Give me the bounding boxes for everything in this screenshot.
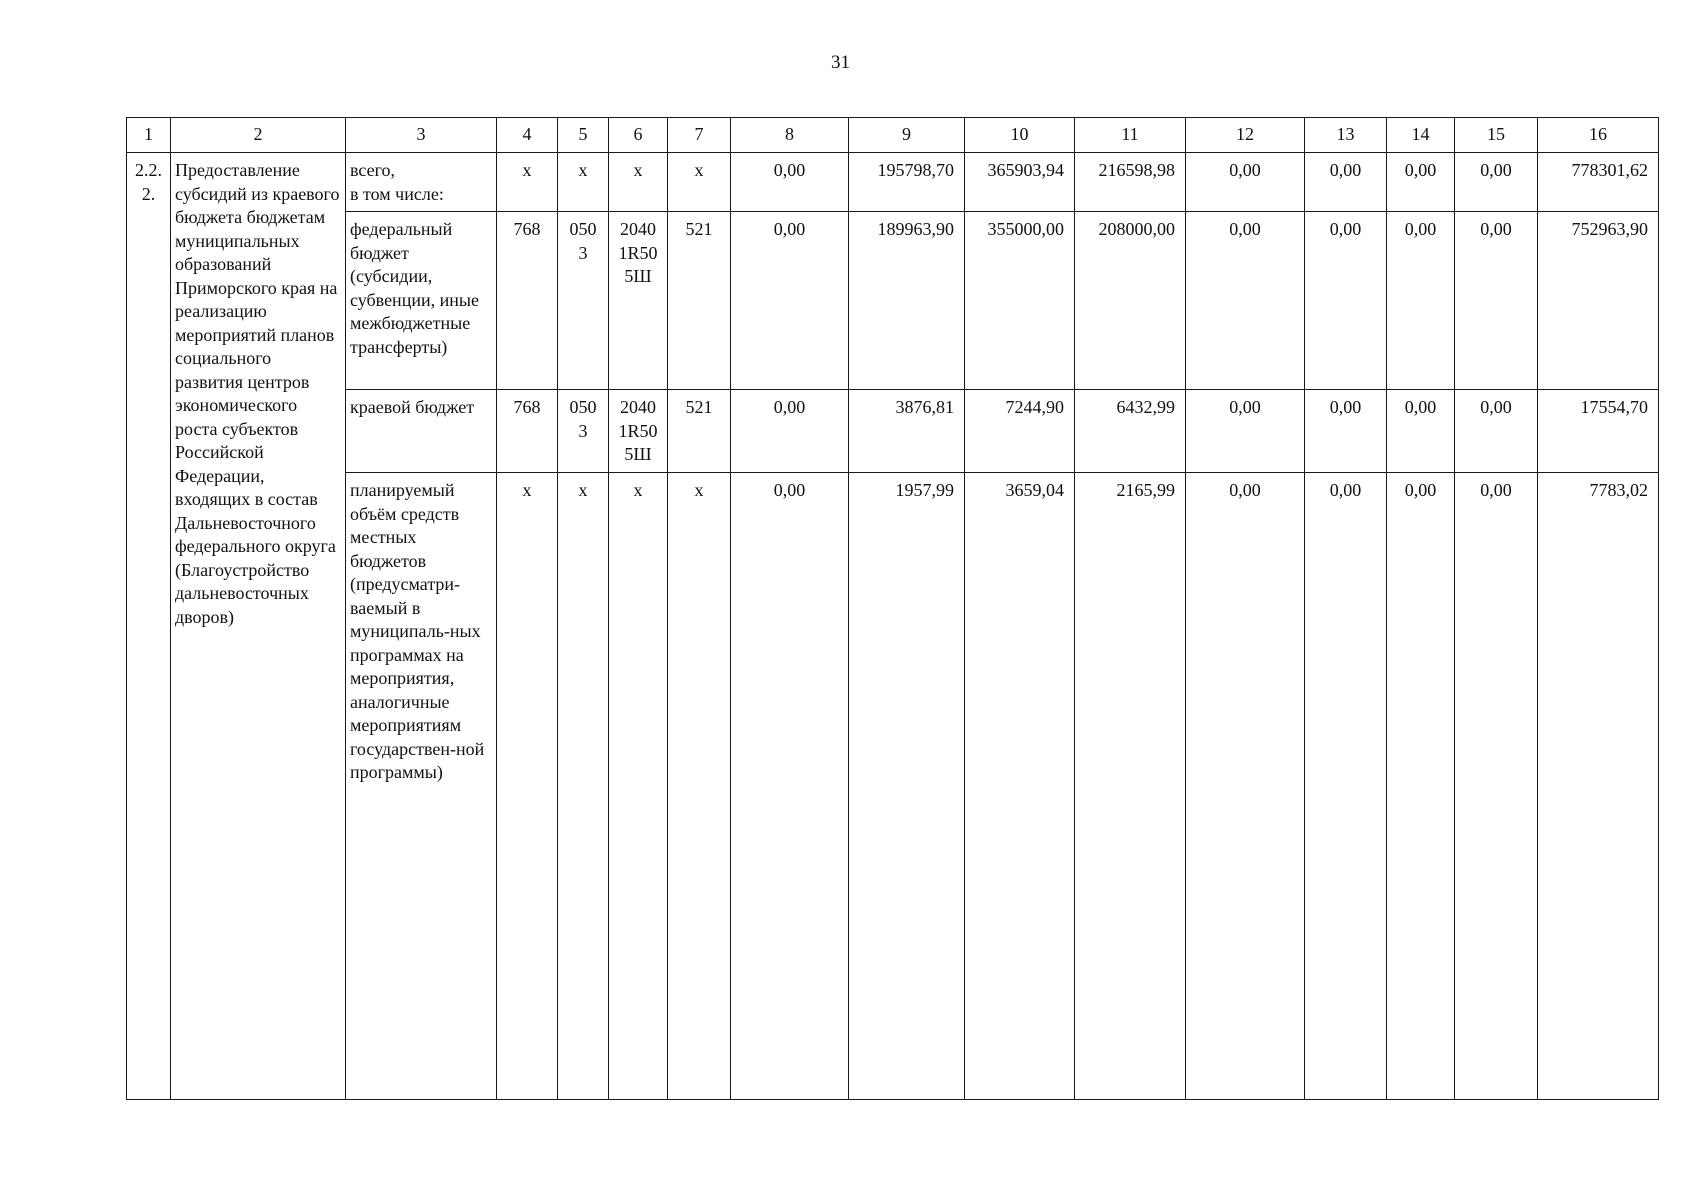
cell-col12: 0,00 (1186, 473, 1305, 1100)
cell-col9: 195798,70 (849, 153, 965, 212)
cell-col6: 2040 1R50 5Ш (609, 212, 668, 390)
funding-source: планируемый объём средств местных бюджетов (предусматри-ваемый в муниципаль-ных программах на мероприятия, аналогичные мероприятиям государствен-ной программы) (346, 473, 497, 1100)
cell-col14: 0,00 (1387, 390, 1455, 473)
header-cell: 12 (1186, 118, 1305, 153)
header-cell: 6 (609, 118, 668, 153)
cell-col7: 521 (668, 212, 731, 390)
cell-col15: 0,00 (1455, 212, 1538, 390)
cell-col16: 7783,02 (1538, 473, 1659, 1100)
cell-col7: 521 (668, 390, 731, 473)
cell-col4: х (497, 153, 558, 212)
header-row (127, 118, 1659, 153)
header-cell: 15 (1455, 118, 1538, 153)
cell-col16: 778301,62 (1538, 153, 1659, 212)
header-cell: 5 (558, 118, 609, 153)
cell-col7: х (668, 473, 731, 1100)
cell-col16: 752963,90 (1538, 212, 1659, 390)
cell-col8: 0,00 (731, 212, 849, 390)
cell-col13: 0,00 (1305, 473, 1387, 1100)
header-cell: 2 (171, 118, 346, 153)
cell-col6: 2040 1R50 5Ш (609, 390, 668, 473)
cell-col12: 0,00 (1186, 212, 1305, 390)
cell-col5: 050 3 (558, 212, 609, 390)
header-cell: 11 (1075, 118, 1186, 153)
cell-col13: 0,00 (1305, 390, 1387, 473)
header-cell: 1 (127, 118, 171, 153)
cell-col5: х (558, 473, 609, 1100)
page-number: 31 (831, 52, 850, 73)
cell-col7: х (668, 153, 731, 212)
table-row (127, 153, 1659, 212)
cell-col5: х (558, 153, 609, 212)
cell-col14: 0,00 (1387, 153, 1455, 212)
cell-col14: 0,00 (1387, 473, 1455, 1100)
cell-col11: 208000,00 (1075, 212, 1186, 390)
cell-col11: 216598,98 (1075, 153, 1186, 212)
cell-col15: 0,00 (1455, 390, 1538, 473)
cell-col10: 3659,04 (965, 473, 1075, 1100)
cell-col14: 0,00 (1387, 212, 1455, 390)
header-cell: 16 (1538, 118, 1659, 153)
cell-col9: 1957,99 (849, 473, 965, 1100)
cell-col10: 355000,00 (965, 212, 1075, 390)
cell-col11: 2165,99 (1075, 473, 1186, 1100)
header-cell: 14 (1387, 118, 1455, 153)
cell-col6: х (609, 473, 668, 1100)
item-description: Предоставление субсидий из краевого бюджета бюджетам муниципальных образований Приморского края на реализацию мероприятий планов социального развития центров экономического роста субъектов Российской Федерации, входящих в состав Дальневосточного федерального округа (Благоустройство дальневосточных дворов) (171, 153, 346, 1100)
cell-col8: 0,00 (731, 153, 849, 212)
cell-col10: 7244,90 (965, 390, 1075, 473)
cell-col15: 0,00 (1455, 153, 1538, 212)
table-row (127, 473, 1659, 1100)
cell-col13: 0,00 (1305, 153, 1387, 212)
cell-col4: 768 (497, 212, 558, 390)
header-cell: 8 (731, 118, 849, 153)
cell-col5: 050 3 (558, 390, 609, 473)
header-cell: 4 (497, 118, 558, 153)
cell-col4: 768 (497, 390, 558, 473)
cell-col16: 17554,70 (1538, 390, 1659, 473)
cell-col4: х (497, 473, 558, 1100)
cell-col13: 0,00 (1305, 212, 1387, 390)
header-cell: 9 (849, 118, 965, 153)
funding-source: всего, в том числе: (346, 153, 497, 212)
budget-table (126, 117, 1659, 1100)
table-row (127, 390, 1659, 473)
cell-col6: х (609, 153, 668, 212)
header-cell: 3 (346, 118, 497, 153)
header-cell: 13 (1305, 118, 1387, 153)
cell-col11: 6432,99 (1075, 390, 1186, 473)
header-cell: 7 (668, 118, 731, 153)
cell-col15: 0,00 (1455, 473, 1538, 1100)
cell-col12: 0,00 (1186, 390, 1305, 473)
funding-source: краевой бюджет (346, 390, 497, 473)
table-row (127, 212, 1659, 390)
cell-col9: 3876,81 (849, 390, 965, 473)
item-number: 2.2. 2. (127, 153, 171, 1100)
cell-col12: 0,00 (1186, 153, 1305, 212)
cell-col9: 189963,90 (849, 212, 965, 390)
cell-col10: 365903,94 (965, 153, 1075, 212)
funding-source: федеральный бюджет (субсидии, субвенции, иные межбюджетные трансферты) (346, 212, 497, 390)
cell-col8: 0,00 (731, 473, 849, 1100)
header-cell: 10 (965, 118, 1075, 153)
cell-col8: 0,00 (731, 390, 849, 473)
